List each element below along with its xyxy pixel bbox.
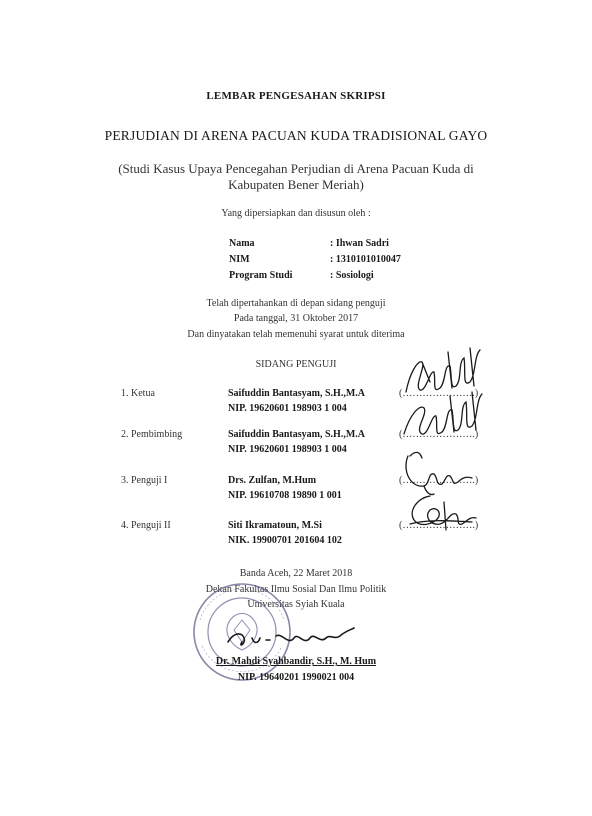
examiner-3-signature-line: (………………….) (399, 475, 479, 486)
examiner-4-name: Siti Ikramatoun, M.Si (228, 520, 322, 531)
university-name: Universitas Syiah Kuala (247, 599, 345, 610)
thesis-subtitle-line2: Kabupaten Bener Meriah) (228, 177, 364, 192)
dean-name: Dr. Mahdi Syahbandir, S.H., M. Hum (215, 656, 377, 667)
examiner-2-signature (400, 388, 495, 448)
examiner-3-role: 3. Penguji I (121, 475, 168, 486)
defense-date: Pada tanggal, 31 Oktober 2017 (233, 313, 359, 324)
dean-nip: NIP. 19640201 1990021 004 (237, 672, 355, 683)
place-date: Banda Aceh, 22 Maret 2018 (239, 568, 353, 579)
examiner-3-id: NIP. 19610708 19890 1 001 (228, 490, 342, 501)
student-program-value: : Sosiologi (330, 270, 374, 281)
student-program-label: Program Studi (229, 270, 293, 281)
thesis-subtitle-line1: (Studi Kasus Upaya Pencegahan Perjudian di Arena Pacuan Kuda di (118, 161, 474, 176)
student-nim-value: : 1310101010047 (330, 254, 401, 265)
committee-title: SIDANG PENGUJI (255, 359, 337, 370)
defense-statement-line3: Dan dinyatakan telah memenuhi syarat untuk diterima (187, 329, 405, 340)
examiner-1-signature-line: (………………….) (399, 388, 479, 399)
examiner-1-role: 1. Ketua (121, 388, 155, 399)
examiner-1-id: NIP. 19620601 198903 1 004 (228, 403, 347, 414)
student-nim-label: NIM (229, 254, 250, 265)
examiner-4-signature-line: (………………….) (399, 520, 479, 531)
examiner-2-signature-line: (………………….) (399, 429, 479, 440)
prepared-by-text: Yang dipersiapkan dan disusun oleh : (221, 208, 371, 219)
examiner-2-name: Saifuddin Bantasyam, S.H.,M.A (228, 429, 365, 440)
examiner-2-id: NIP. 19620601 198903 1 004 (228, 444, 347, 455)
page-heading: LEMBAR PENGESAHAN SKRIPSI (206, 90, 386, 102)
student-name-label: Nama (229, 238, 255, 249)
examiner-1-name: Saifuddin Bantasyam, S.H.,M.A (228, 388, 365, 399)
student-name-value: : Ihwan Sadri (330, 238, 389, 249)
thesis-title: PERJUDIAN DI ARENA PACUAN KUDA TRADISIONAL GAYO (104, 128, 488, 143)
examiner-4-id: NIK. 19900701 201604 102 (228, 535, 342, 546)
examiner-3-name: Drs. Zulfan, M.Hum (228, 475, 317, 486)
examiner-4-signature (400, 490, 480, 540)
defense-statement-line1: Telah dipertahankan di depan sidang penguji (206, 298, 386, 309)
examiner-4-role: 4. Penguji II (121, 520, 171, 531)
dean-signature (222, 618, 362, 658)
examiner-2-role: 2. Pembimbing (121, 429, 183, 440)
dean-title: Dekan Fakultas Ilmu Sosial Dan Ilmu Politik (205, 584, 387, 595)
